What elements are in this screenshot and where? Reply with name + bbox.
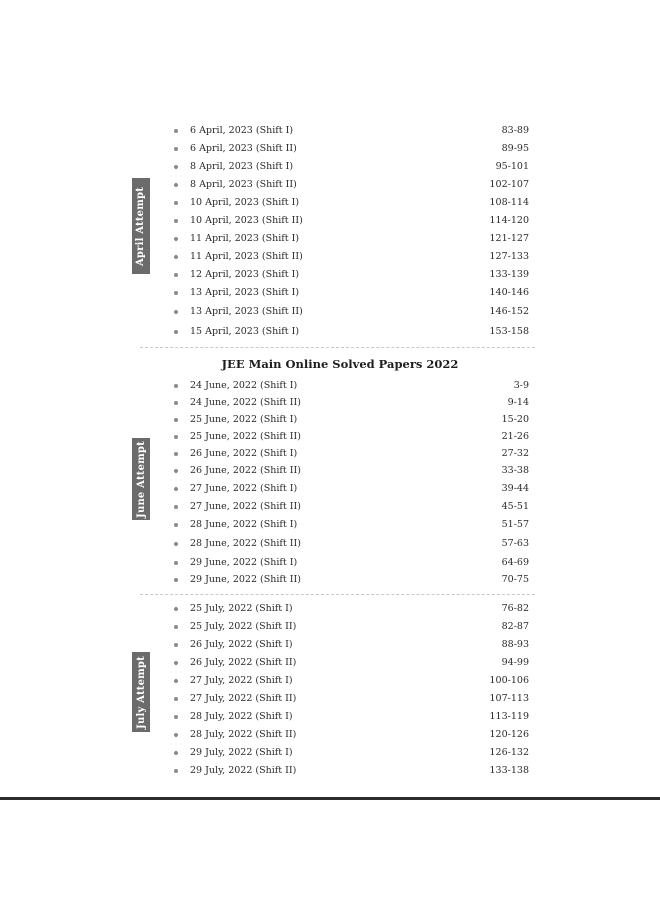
bullet-icon: [174, 542, 178, 546]
list-item[interactable]: 11 April, 2023 (Shift I) 121-127: [0, 230, 660, 248]
bullet-icon: [174, 255, 178, 259]
bullet-icon: [174, 715, 178, 719]
list-item[interactable]: 26 July, 2022 (Shift II) 94-99: [0, 654, 660, 672]
bullet-icon: [174, 661, 178, 665]
april-attempt-label: April Attempt: [135, 186, 147, 266]
list-item[interactable]: 8 April, 2023 (Shift I) 95-101: [0, 158, 660, 176]
bullet-icon: [174, 697, 178, 701]
bullet-icon: [174, 769, 178, 773]
list-item[interactable]: 27 July, 2022 (Shift II) 107-113: [0, 690, 660, 708]
list-item[interactable]: 25 June, 2022 (Shift I) 15-20: [0, 411, 660, 429]
list-item[interactable]: 29 July, 2022 (Shift I) 126-132: [0, 744, 660, 762]
bullet-icon: [174, 523, 178, 527]
bullet-icon: [174, 129, 178, 133]
bullet-icon: [174, 505, 178, 509]
list-item[interactable]: 13 April, 2023 (Shift II) 146-152: [0, 303, 660, 321]
list-item[interactable]: 29 June, 2022 (Shift I) 64-69: [0, 554, 660, 572]
bullet-icon: [174, 751, 178, 755]
list-item[interactable]: 26 July, 2022 (Shift I) 88-93: [0, 636, 660, 654]
bullet-icon: [174, 219, 178, 223]
list-item[interactable]: 26 June, 2022 (Shift I) 27-32: [0, 445, 660, 463]
bullet-icon: [174, 273, 178, 277]
bullet-icon: [174, 384, 178, 388]
list-item[interactable]: 12 April, 2023 (Shift I) 133-139: [0, 266, 660, 284]
bullet-icon: [174, 469, 178, 473]
list-item[interactable]: 15 April, 2023 (Shift I) 153-158: [0, 323, 660, 341]
bullet-icon: [174, 452, 178, 456]
bullet-icon: [174, 435, 178, 439]
bullet-icon: [174, 607, 178, 611]
bullet-icon: [174, 201, 178, 205]
list-item[interactable]: 10 April, 2023 (Shift I) 108-114: [0, 194, 660, 212]
list-item[interactable]: 24 June, 2022 (Shift I) 3-9: [0, 377, 660, 395]
list-item[interactable]: 25 June, 2022 (Shift II) 21-26: [0, 428, 660, 446]
bullet-icon: [174, 183, 178, 187]
bullet-icon: [174, 625, 178, 629]
bullet-icon: [174, 561, 178, 565]
bullet-icon: [174, 643, 178, 647]
june-attempt-label: June Attempt: [135, 440, 147, 518]
bullet-icon: [174, 165, 178, 169]
list-item[interactable]: 13 April, 2023 (Shift I) 140-146: [0, 284, 660, 302]
bullet-icon: [174, 401, 178, 405]
list-item[interactable]: 27 June, 2022 (Shift II) 45-51: [0, 498, 660, 516]
list-item[interactable]: 28 June, 2022 (Shift II) 57-63: [0, 535, 660, 553]
list-item[interactable]: 6 April, 2023 (Shift I) 83-89: [0, 122, 660, 140]
july-attempt-label: July Attempt: [135, 655, 147, 729]
section-heading: JEE Main Online Solved Papers 2022: [221, 357, 459, 371]
section-divider: [140, 594, 535, 595]
bullet-icon: [174, 578, 178, 582]
list-item[interactable]: 29 June, 2022 (Shift II) 70-75: [0, 571, 660, 589]
bullet-icon: [174, 487, 178, 491]
bullet-icon: [174, 237, 178, 241]
list-item[interactable]: 28 July, 2022 (Shift I) 113-119: [0, 708, 660, 726]
bullet-icon: [174, 310, 178, 314]
list-item[interactable]: 28 July, 2022 (Shift II) 120-126: [0, 726, 660, 744]
list-item[interactable]: 28 June, 2022 (Shift I) 51-57: [0, 516, 660, 534]
list-item[interactable]: 10 April, 2023 (Shift II) 114-120: [0, 212, 660, 230]
list-item[interactable]: 26 June, 2022 (Shift II) 33-38: [0, 462, 660, 480]
list-item[interactable]: 6 April, 2023 (Shift II) 89-95: [0, 140, 660, 158]
bullet-icon: [174, 679, 178, 683]
list-item[interactable]: 25 July, 2022 (Shift II) 82-87: [0, 618, 660, 636]
page-bottom-rule: [0, 797, 660, 800]
bullet-icon: [174, 291, 178, 295]
bullet-icon: [174, 330, 178, 334]
bullet-icon: [174, 418, 178, 422]
list-item[interactable]: 24 June, 2022 (Shift II) 9-14: [0, 394, 660, 412]
list-item[interactable]: 29 July, 2022 (Shift II) 133-138: [0, 762, 660, 780]
list-item[interactable]: 11 April, 2023 (Shift II) 127-133: [0, 248, 660, 266]
list-item[interactable]: 8 April, 2023 (Shift II) 102-107: [0, 176, 660, 194]
section-divider: [140, 347, 535, 348]
list-item[interactable]: 27 July, 2022 (Shift I) 100-106: [0, 672, 660, 690]
bullet-icon: [174, 733, 178, 737]
bullet-icon: [174, 147, 178, 151]
list-item[interactable]: 27 June, 2022 (Shift I) 39-44: [0, 480, 660, 498]
list-item[interactable]: 25 July, 2022 (Shift I) 76-82: [0, 600, 660, 618]
